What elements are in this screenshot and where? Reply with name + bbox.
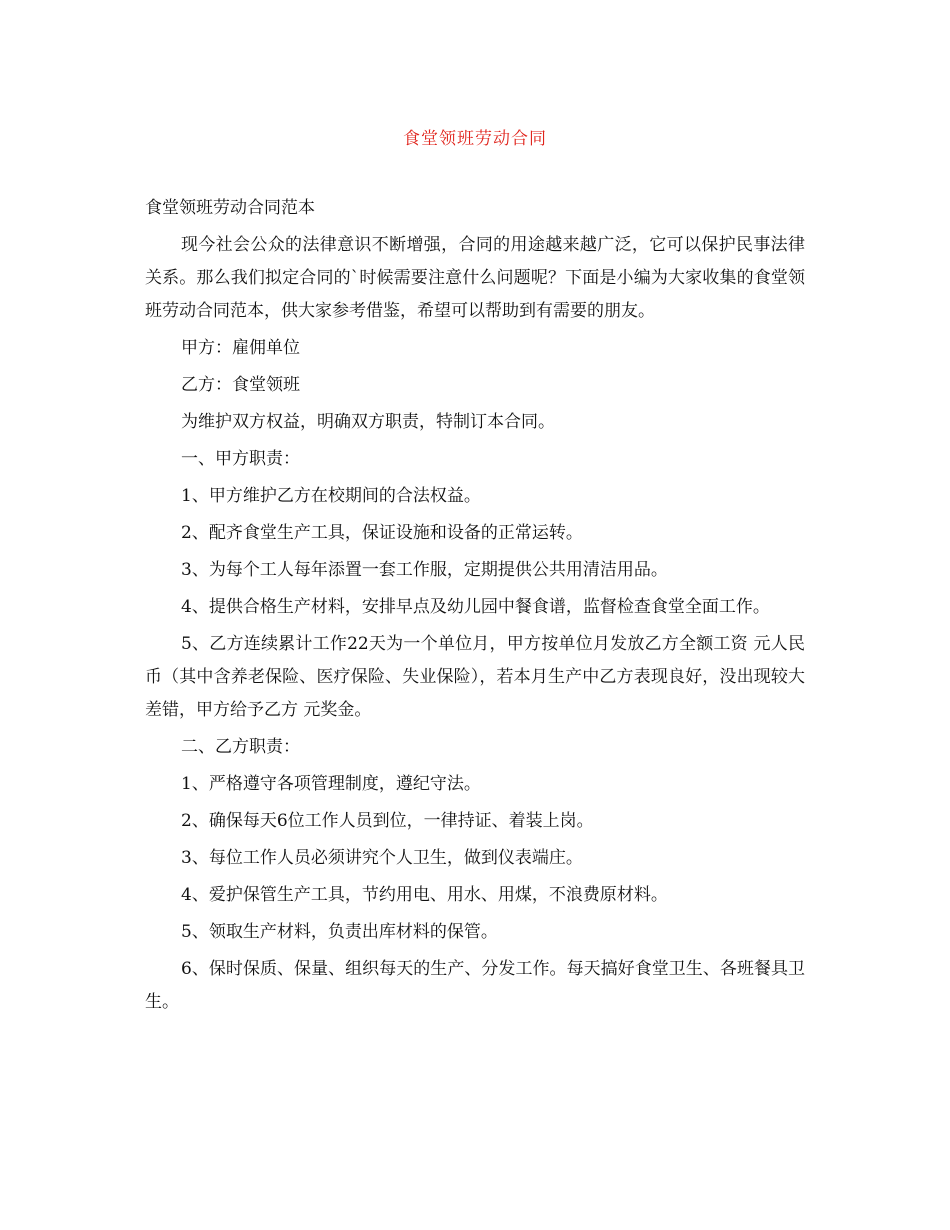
clause-item: 2、确保每天6位工作人员到位，一律持证、着装上岗。 (181, 811, 594, 831)
clause-item: 5、领取生产材料，负责出库材料的保管。 (181, 922, 498, 942)
clause-item: 4、爱护保管生产工具，节约用电、用水、用煤，不浪费原材料。 (181, 885, 668, 905)
clause-item: 3、为每个工人每年添置一套工作服，定期提供公共用清洁用品。 (181, 560, 668, 580)
clause-item: 1、甲方维护乙方在校期间的合法权益。 (181, 486, 481, 506)
clause-item: 4、提供合格生产材料，安排早点及幼儿园中餐食谱，监督检查食堂全面工作。 (181, 597, 770, 617)
document-subtitle: 食堂领班劳动合同范本 (145, 198, 315, 218)
section-heading-party-a: 一、甲方职责： (181, 449, 300, 469)
section-heading-party-b: 二、乙方职责： (181, 737, 300, 757)
clause-item: 6、保时保质、保量、组织每天的生产、分发工作。每天搞好食堂卫生、各班餐具卫生。 (145, 959, 805, 1012)
clause-item: 5、乙方连续累计工作22天为一个单位月，甲方按单位月发放乙方全额工资 元人民币（其中含养老保险、医疗保险、失业保险），若本月生产中乙方表现良好，没出现较大差错，甲方给予乙方 元奖金。 (145, 634, 805, 720)
intro-paragraph: 现今社会公众的法律意识不断增强，合同的用途越来越广泛，它可以保护民事法律关系。那么我们拟定合同的`时候需要注意什么问题呢？下面是小编为大家收集的食堂领班劳动合同范本，供大家参考借鉴，希望可以帮助到有需要的朋友。 (145, 235, 805, 321)
clause-item: 1、严格遵守各项管理制度，遵纪守法。 (181, 774, 481, 794)
purpose-paragraph: 为维护双方权益，明确双方职责，特制订本合同。 (181, 412, 555, 432)
clause-item: 2、配齐食堂生产工具，保证设施和设备的正常运转。 (181, 523, 583, 543)
party-a-line: 甲方：雇佣单位 (181, 338, 300, 358)
party-b-line: 乙方：食堂领班 (181, 375, 300, 395)
document-title: 食堂领班劳动合同 (403, 129, 547, 149)
document-body (145, 192, 805, 1023)
clause-item: 3、每位工作人员必须讲究个人卫生，做到仪表端庄。 (181, 848, 583, 868)
